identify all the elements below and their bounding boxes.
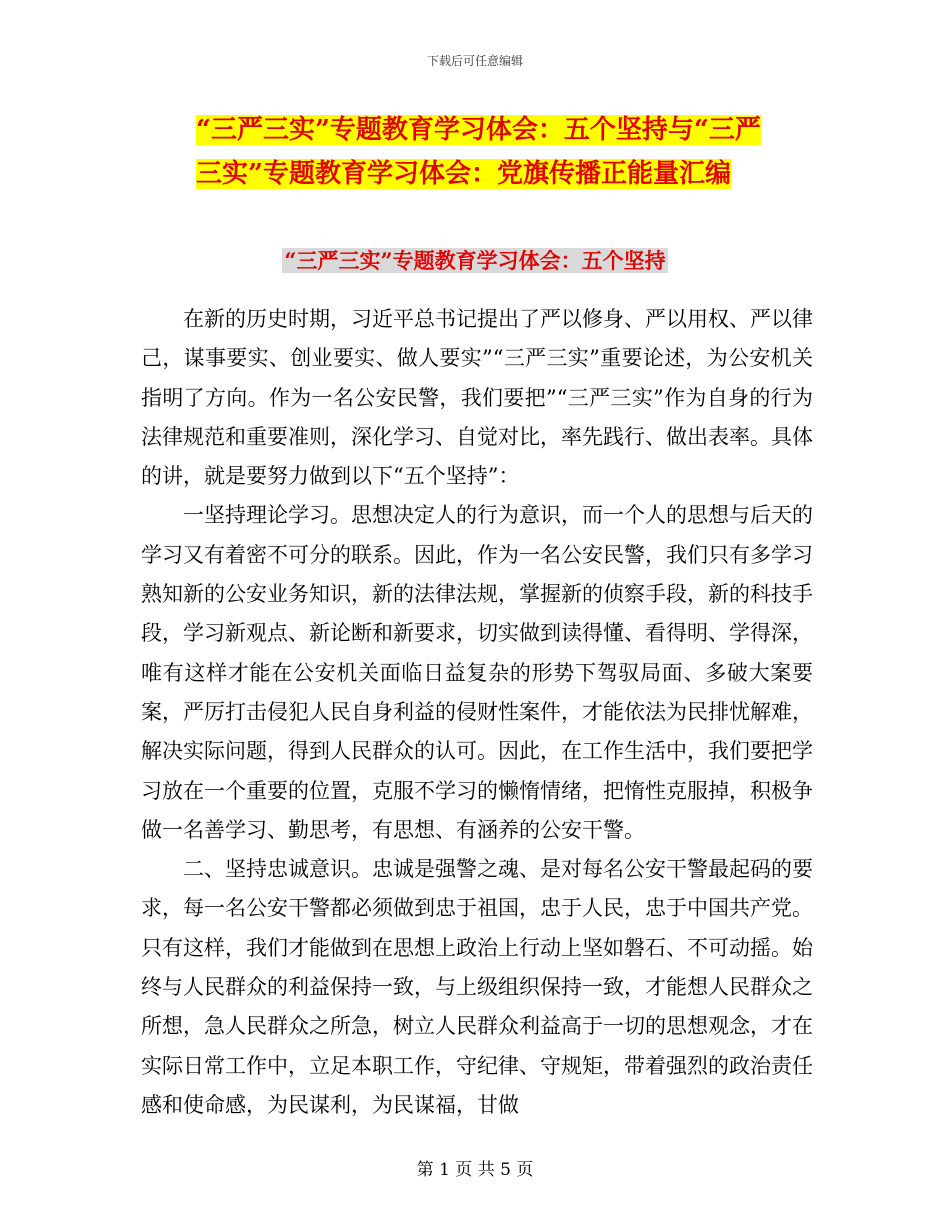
page-header-note: 下载后可任意编辑 xyxy=(426,54,523,68)
paragraph: 二、坚持忠诚意识。忠诚是强警之魂、是对每名公安干警最起码的要求，每一名公安干警都必须做到忠于祖国，忠于人民，忠于中国共产党。只有这样，我们才能做到在思想上政治上行动上坚如磐石、不可动摇。始终与人民群众的利益保持一致，与上级组织保持一致，才能想人民群众之所想，急人民群众之所急，树立人民群众利益高于一切的思想观念，才在实际日常工作中，立足本职工作，守纪律、守规矩，带着强烈的政治责任感和使命感，为民谋利，为民谋福，甘做 xyxy=(141,857,813,1117)
document-body xyxy=(141,300,813,1125)
paragraph: 在新的历史时期，习近平总书记提出了严以修身、严以用权、严以律己，谋事要实、创业要实、做人要实”“三严三实”重要论述，为公安机关指明了方向。作为一名公安民警，我们要把”“三严三实”作为自身的行为法律规范和重要准则，深化学习、自觉对比，率先践行、做出表率。具体的讲，就是要努力做到以下“五个坚持”： xyxy=(141,307,813,489)
title-line-2: 三实”专题教育学习体会：党旗传播正能量汇编 xyxy=(196,159,731,189)
document-title xyxy=(196,108,816,196)
section-title-text: “三严三实”专题教育学习体会：五个坚持 xyxy=(284,248,666,273)
page-number: 第 1 页 共 5 页 xyxy=(416,1160,534,1180)
section-title xyxy=(0,244,950,278)
paragraph: 一坚持理论学习。思想决定人的行为意识，而一个人的思想与后天的学习又有着密不可分的联系。因此，作为一名公安民警，我们只有多学习熟知新的公安业务知识，新的法律法规，掌握新的侦察手段，新的科技手段，学习新观点、新论断和新要求，切实做到读得懂、看得明、学得深，唯有这样才能在公安机关面临日益复杂的形势下驾驭局面、多破大案要案，严厉打击侵犯人民自身利益的侵财性案件，才能依法为民排忧解难，解决实际问题，得到人民群众的认可。因此，在工作生活中，我们要把学习放在一个重要的位置，克服不学习的懒惰情绪，把惰性克服掉，积极争做一名善学习、勤思考，有思想、有涵养的公安干警。 xyxy=(141,503,813,842)
title-line-1: “三严三实”专题教育学习体会：五个坚持与“三严 xyxy=(196,115,761,145)
